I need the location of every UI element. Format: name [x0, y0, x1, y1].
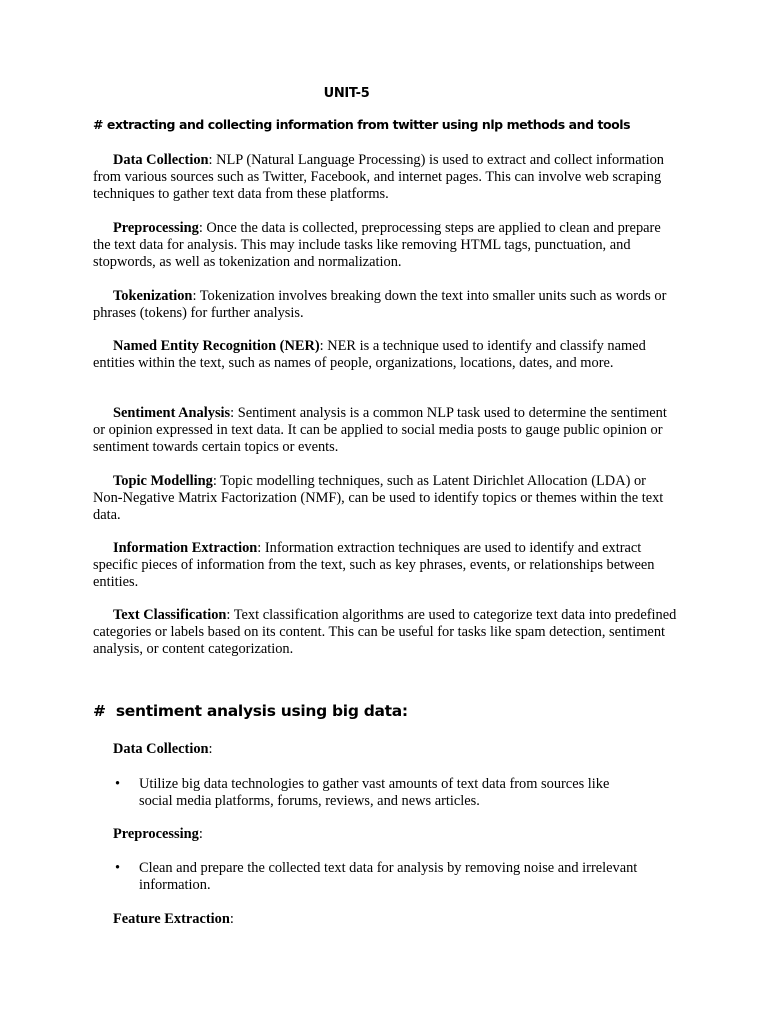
bullet-icon: • [115, 776, 121, 792]
paragraph-text: : NER is a technique used to identify and classify named entities within the text, such as names of people, organizations, locations, dates, and more. [93, 338, 646, 371]
paragraph-data-collection [93, 152, 678, 203]
paragraph-term: Information Extraction [113, 540, 258, 556]
paragraph-term: Data Collection [113, 152, 209, 168]
paragraph-preprocessing [93, 220, 678, 271]
section-heading-big-data: # sentiment analysis using big data: [93, 702, 408, 720]
bullet-icon: • [115, 860, 121, 876]
paragraph-information-extraction [93, 540, 678, 591]
paragraph-term: Preprocessing [113, 220, 199, 236]
paragraph-term: Text Classification [113, 607, 227, 623]
sub-heading-label: Data Collection [113, 741, 209, 757]
sub-heading-feature-extraction [113, 911, 234, 928]
sub-heading-preprocessing [113, 826, 203, 843]
paragraph-text: : Topic modelling techniques, such as Latent Dirichlet Allocation (LDA) or Non-Negative Matrix Factorization (NMF), can be used to identify topics or themes within the text data. [93, 473, 664, 523]
list-item [115, 860, 645, 894]
sub-heading-label: Preprocessing [113, 826, 199, 842]
section-heading-twitter-extraction: # extracting and collecting information from twitter using nlp methods and tools [93, 117, 631, 132]
sub-heading-suffix: : [198, 826, 203, 842]
paragraph-term: Topic Modelling [113, 473, 213, 489]
paragraph-text-classification [93, 607, 678, 658]
paragraph-text: : Tokenization involves breaking down the text into smaller units such as words or phrases (tokens) for further analysis. [93, 288, 667, 321]
sub-heading-suffix: : [208, 741, 213, 757]
paragraph-term: Sentiment Analysis [113, 405, 231, 421]
paragraph-sentiment-analysis [93, 405, 678, 456]
paragraph-term: Named Entity Recognition (NER) [113, 338, 320, 354]
list-item-text: Utilize big data technologies to gather vast amounts of text data from sources like social media platforms, forums, reviews, and news articles. [139, 776, 610, 809]
paragraph-ner [93, 338, 678, 372]
paragraph-text: : Text classification algorithms are used to categorize text data into predefined categories or labels based on its content. This can be useful for tasks like spam detection, sentiment analysis, or content categorization. [93, 607, 677, 657]
list-item-text: Clean and prepare the collected text data for analysis by removing noise and irrelevant information. [139, 860, 638, 893]
paragraph-text: : Once the data is collected, preprocessing steps are applied to clean and prepare the text data for analysis. This may include tasks like removing HTML tags, punctuation, and stopwords, as well as tokenization and normalization. [93, 220, 661, 270]
sub-heading-data-collection [113, 741, 213, 758]
list-item [115, 776, 645, 810]
unit-title: UNIT-5 [323, 86, 370, 101]
paragraph-tokenization [93, 288, 678, 322]
paragraph-topic-modelling [93, 473, 678, 524]
sub-heading-label: Feature Extraction [113, 911, 230, 927]
paragraph-text: : Information extraction techniques are used to identify and extract specific pieces of information from the text, such as key phrases, events, or relationships between entities. [93, 540, 655, 590]
sub-heading-suffix: : [229, 911, 234, 927]
paragraph-text: : Sentiment analysis is a common NLP task used to determine the sentiment or opinion expressed in text data. It can be applied to social media posts to gauge public opinion or sentiment towards certain topics or events. [93, 405, 667, 455]
paragraph-term: Tokenization [113, 288, 193, 304]
paragraph-text: : NLP (Natural Language Processing) is used to extract and collect information from various sources such as Twitter, Facebook, and internet pages. This can involve web scraping techniques to gather text data from these platforms. [93, 152, 664, 202]
